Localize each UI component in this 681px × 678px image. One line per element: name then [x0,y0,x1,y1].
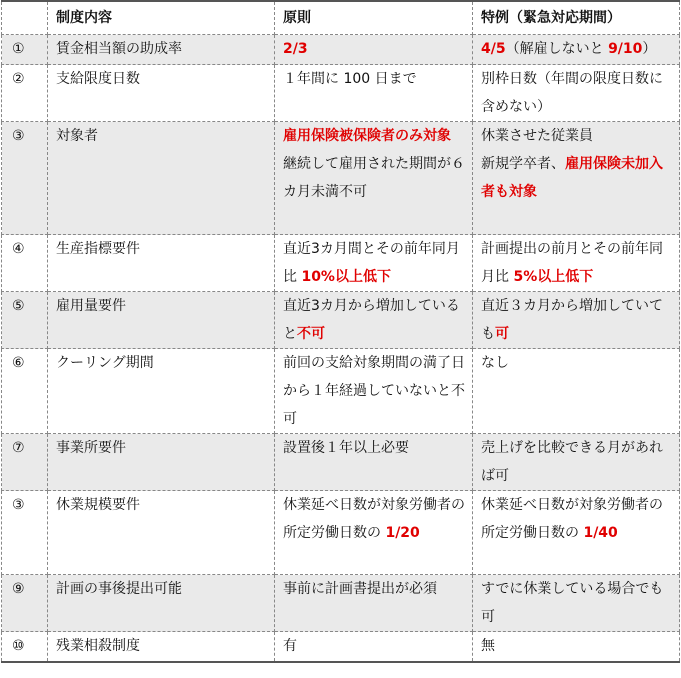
row-principle [275,292,473,349]
row-principle [275,235,473,292]
row-special [473,235,680,292]
cell-text: 別枠日数（年間の限度日数に含めない） [481,71,663,115]
row-item: 残業相殺制度 [48,632,275,662]
cell-text: 休業延べ日数が対象労働者の所定労働日数の [283,497,465,541]
highlight-text: 雇用保険未加入者も対象 [481,156,663,200]
highlight-text: 不可 [297,326,325,342]
header-item: 制度内容 [48,1,275,35]
row-special [473,292,680,349]
table-row [2,575,680,632]
row-special [473,491,680,575]
cell-text: １年間に 100 日まで [283,71,417,87]
row-item: 対象者 [48,122,275,235]
highlight-text: 1/20 [385,525,420,541]
row-item: 計画の事後提出可能 [48,575,275,632]
row-special [473,35,680,65]
row-special [473,632,680,662]
cell-text: すでに休業している場合でも可 [481,581,664,625]
row-number: ⑥ [2,349,48,434]
cell-text: 継続して雇用された期間が６カ月未満不可 [283,156,465,200]
cell-text: なし [481,355,509,371]
header-principle: 原則 [275,1,473,35]
cell-text: 計画提出の前月とその前年同月比 [481,241,663,285]
row-number: ③ [2,122,48,235]
highlight-text: 2/3 [283,41,308,57]
table-row [2,292,680,349]
cell-text: 売上げを比較できる月があれば可 [481,440,663,484]
cell-text: 新規学卒者、 [481,156,565,172]
row-number: ⑨ [2,575,48,632]
cell-text: 有 [283,638,297,654]
row-principle [275,575,473,632]
table-row [2,434,680,491]
row-item: 雇用量要件 [48,292,275,349]
row-principle [275,35,473,65]
cell-text: （解雇しないと [505,41,609,57]
row-number: ⑩ [2,632,48,662]
table-row [2,349,680,434]
row-special [473,434,680,491]
header-row [2,1,680,35]
row-number: ⑦ [2,434,48,491]
row-principle [275,349,473,434]
highlight-text: 4/5 [481,41,506,57]
highlight-text: 9/10 [608,41,643,57]
cell-text: 休業延べ日数が対象労働者の所定労働日数の [481,497,663,541]
row-number: ③ [2,491,48,575]
row-special [473,575,680,632]
row-item: 生産指標要件 [48,235,275,292]
row-principle [275,65,473,122]
row-number: ④ [2,235,48,292]
cell-text: 無 [481,638,495,654]
header-special: 特例（緊急対応期間） [473,1,680,35]
row-special [473,65,680,122]
cell-text: 事前に計画書提出が必須 [283,581,437,597]
table-row [2,35,680,65]
row-number: ① [2,35,48,65]
highlight-text: 可 [495,326,509,342]
row-item: クーリング期間 [48,349,275,434]
cell-text: 直近3カ月間とその前年同月比 [283,241,460,285]
table-row [2,65,680,122]
table-row [2,235,680,292]
cell-text: 直近３カ月から増加していても [481,298,663,342]
row-principle [275,632,473,662]
header-number [2,1,48,35]
row-principle [275,122,473,235]
cell-text: ） [642,41,657,57]
row-principle [275,434,473,491]
highlight-text: 10%以上低下 [301,269,391,285]
row-number: ⑤ [2,292,48,349]
cell-text: 設置後１年以上必要 [283,440,409,456]
cell-text: 直近3カ月から増加していると [283,298,460,342]
row-item: 賃金相当額の助成率 [48,35,275,65]
highlight-text: 雇用保険被保険者のみ対象 [283,128,451,144]
highlight-text: 1/40 [583,525,618,541]
row-special [473,122,680,235]
cell-text: 休業させた従業員 [481,128,593,144]
row-item: 休業規模要件 [48,491,275,575]
cell-text: 前回の支給対象期間の満了日から１年経過していないと不可 [283,355,465,427]
table-row [2,632,680,662]
comparison-table [1,0,680,663]
highlight-text: 5%以上低下 [513,269,594,285]
row-number: ② [2,65,48,122]
table-row [2,491,680,575]
row-item: 事業所要件 [48,434,275,491]
row-item: 支給限度日数 [48,65,275,122]
row-special [473,349,680,434]
table-row [2,122,680,235]
row-principle [275,491,473,575]
